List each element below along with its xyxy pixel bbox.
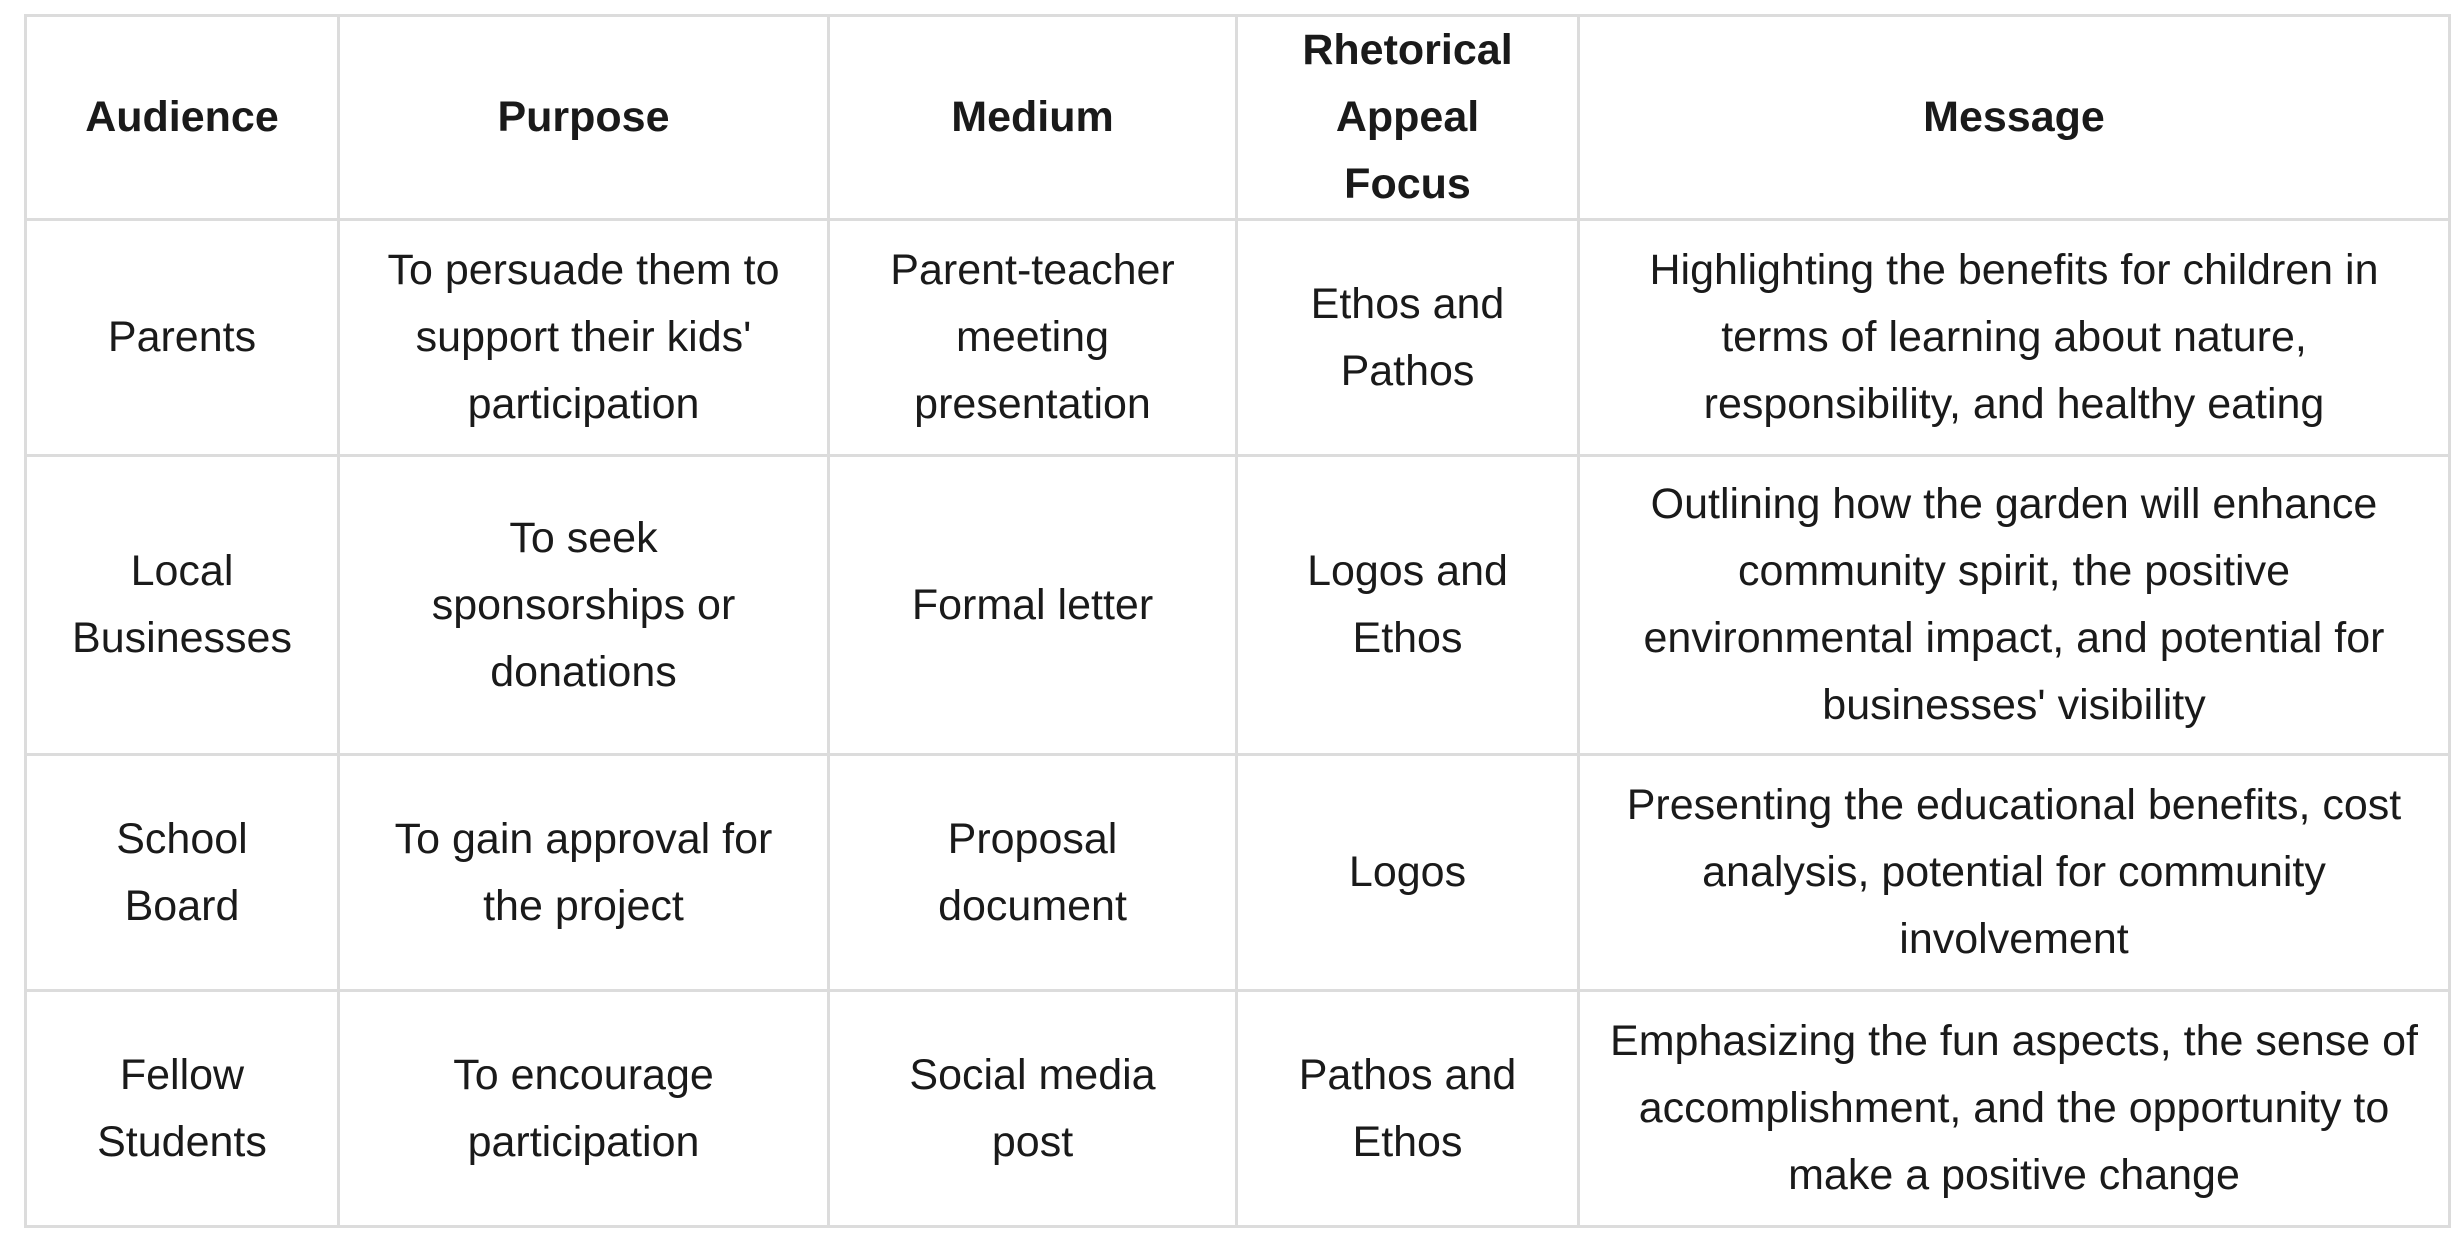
cell-purpose: To encourage participation — [339, 991, 829, 1227]
table-row — [26, 220, 2450, 456]
cell-appeal: Pathos and Ethos — [1237, 991, 1579, 1227]
cell-purpose: To gain approval for the project — [339, 755, 829, 991]
table-container — [24, 14, 2451, 1228]
cell-purpose: To seek sponsorships or donations — [339, 456, 829, 755]
cell-medium: Parent-teacher meeting presentation — [829, 220, 1237, 456]
cell-audience: Fellow Students — [26, 991, 339, 1227]
cell-appeal: Ethos and Pathos — [1237, 220, 1579, 456]
cell-audience: School Board — [26, 755, 339, 991]
table-row — [26, 991, 2450, 1227]
table-row — [26, 755, 2450, 991]
cell-audience: Parents — [26, 220, 339, 456]
cell-message: Outlining how the garden will enhance community spirit, the positive environmental impact, and potential for businesses' visibility — [1579, 456, 2450, 755]
header-rhetorical-appeal-focus: Rhetorical Appeal Focus — [1237, 16, 1579, 220]
table-row — [26, 456, 2450, 755]
cell-audience: Local Businesses — [26, 456, 339, 755]
cell-medium: Formal letter — [829, 456, 1237, 755]
header-purpose: Purpose — [339, 16, 829, 220]
cell-message: Highlighting the benefits for children in terms of learning about nature, responsibility, and healthy eating — [1579, 220, 2450, 456]
cell-purpose: To persuade them to support their kids' participation — [339, 220, 829, 456]
cell-medium: Proposal document — [829, 755, 1237, 991]
cell-message: Presenting the educational benefits, cost analysis, potential for community involvement — [1579, 755, 2450, 991]
cell-appeal: Logos and Ethos — [1237, 456, 1579, 755]
communication-plan-table — [24, 14, 2451, 1228]
header-row — [26, 16, 2450, 220]
header-medium: Medium — [829, 16, 1237, 220]
cell-message: Emphasizing the fun aspects, the sense of accomplishment, and the opportunity to make a positive change — [1579, 991, 2450, 1227]
header-audience: Audience — [26, 16, 339, 220]
cell-medium: Social media post — [829, 991, 1237, 1227]
cell-appeal: Logos — [1237, 755, 1579, 991]
header-message: Message — [1579, 16, 2450, 220]
